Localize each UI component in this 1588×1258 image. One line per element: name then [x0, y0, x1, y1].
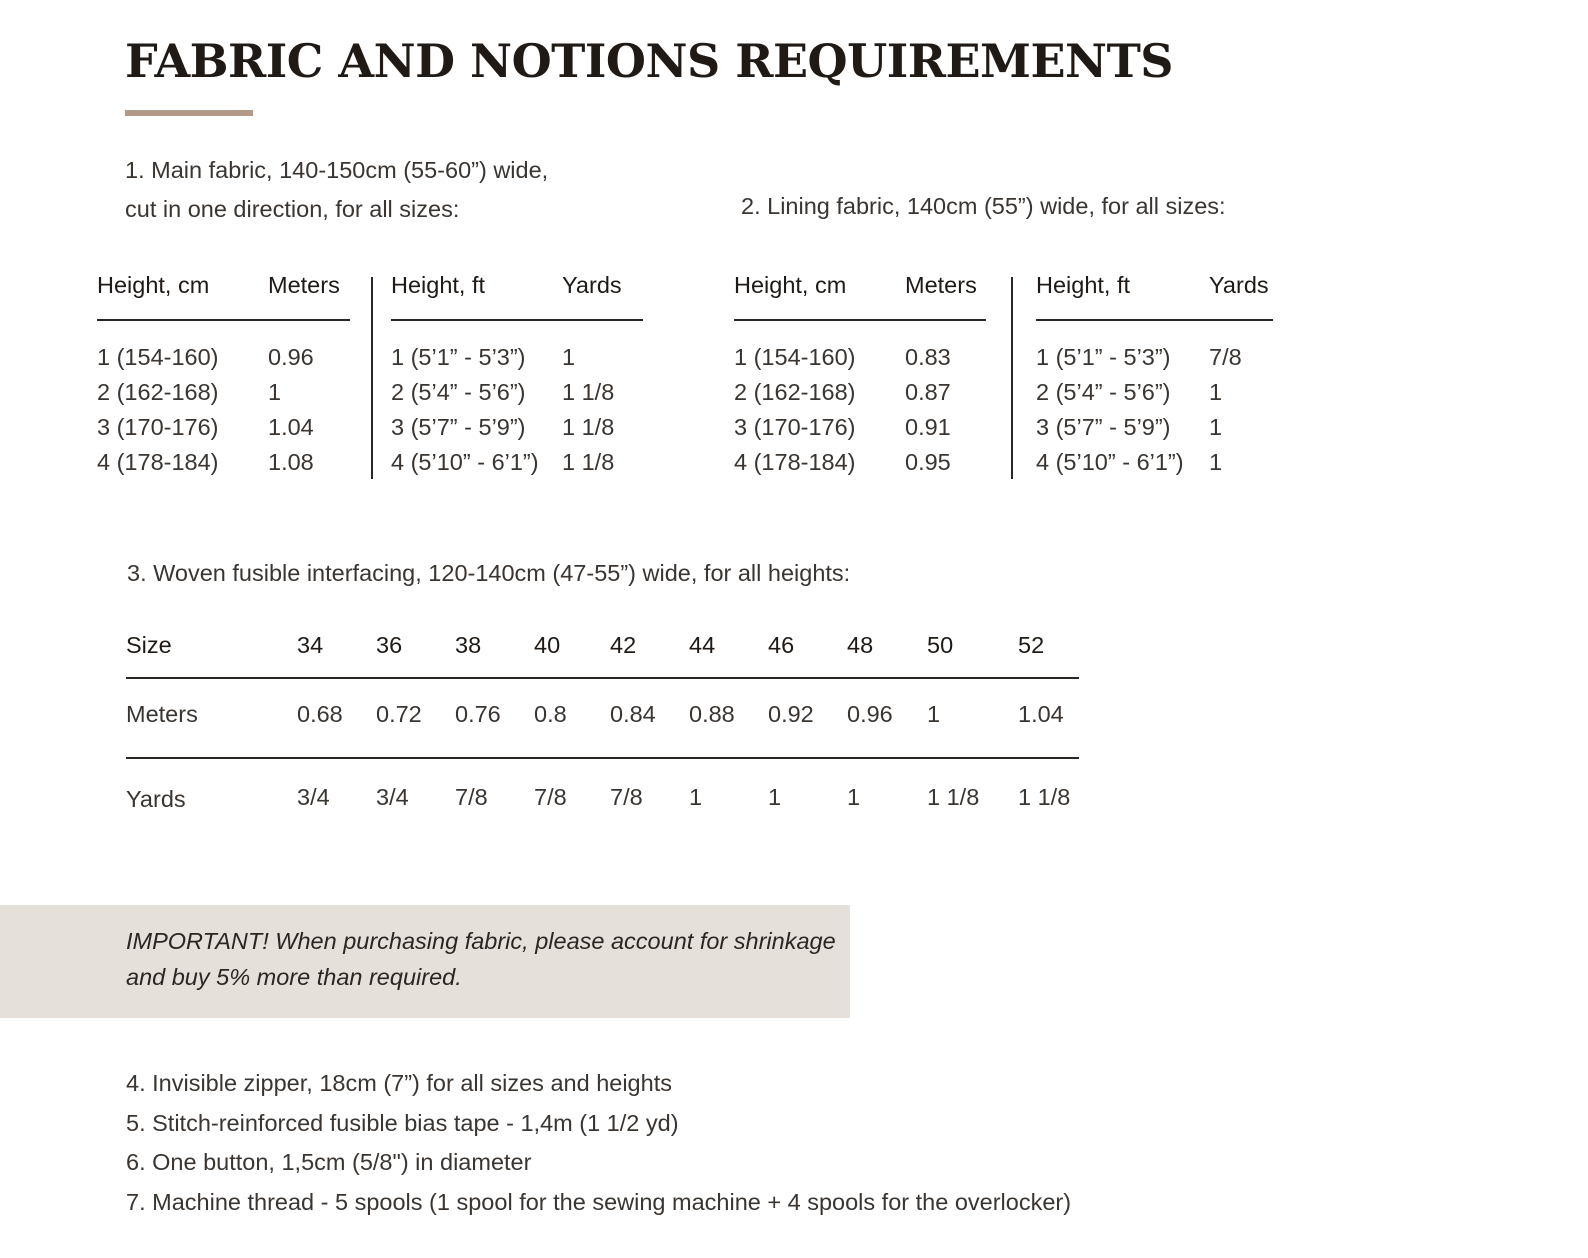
list-item: 5. Stitch-reinforced fusible bias tape - 1,4m (1 1/2 yd)	[126, 1109, 679, 1136]
table-cell: 1 (154-160)	[97, 344, 219, 370]
table-cell: 1 1/8	[1018, 784, 1071, 810]
header-underline	[391, 319, 643, 321]
table-cell: 7/8	[534, 784, 567, 810]
header-underline	[1036, 319, 1273, 321]
table-cell: 1 1/8	[562, 379, 615, 405]
list-item: 7. Machine thread - 5 spools (1 spool for the sewing machine + 4 spools for the overlocker)	[126, 1188, 1072, 1215]
list-item: 4. Invisible zipper, 18cm (7”) for all sizes and heights	[126, 1070, 672, 1096]
table-header: Height, cm	[97, 272, 210, 298]
table-cell: 2 (5’4” - 5’6”)	[391, 379, 526, 405]
important-note	[126, 923, 846, 995]
table-cell: 0.76	[455, 701, 501, 727]
table-cell: 1 (154-160)	[734, 344, 856, 370]
table-cell: 3/4	[376, 784, 409, 810]
row-label: Size	[126, 632, 172, 658]
table-cell: 7/8	[455, 784, 488, 810]
size-header: 34	[297, 632, 324, 658]
table-cell: 0.84	[610, 701, 656, 727]
table-cell: 1 1/8	[562, 414, 615, 440]
table-cell: 3 (5’7” - 5’9”)	[1036, 414, 1171, 440]
important-label: IMPORTANT!	[126, 928, 269, 954]
table-cell: 0.91	[905, 414, 951, 440]
header-underline	[734, 319, 986, 321]
table-cell: 2 (162-168)	[97, 379, 219, 405]
table-cell: 0.92	[768, 701, 814, 727]
table-cell: 1 (5’1” - 5’3”)	[391, 344, 526, 370]
size-header: 48	[847, 632, 874, 658]
size-header: 36	[376, 632, 403, 658]
table-header: Height, cm	[734, 272, 847, 298]
table-cell: 1	[268, 379, 282, 405]
table-cell: 0.72	[376, 701, 422, 727]
size-header: 44	[689, 632, 716, 658]
size-header: 38	[455, 632, 482, 658]
table-cell: 1.08	[268, 449, 314, 475]
table-rule	[126, 757, 1079, 759]
table-cell: 0.96	[268, 344, 314, 370]
table-cell: 3 (5’7” - 5’9”)	[391, 414, 526, 440]
table-cell: 0.95	[905, 449, 951, 475]
table-cell: 1	[768, 784, 782, 810]
table-cell: 1	[689, 784, 703, 810]
section1-intro	[125, 151, 548, 229]
table-header: Yards	[562, 272, 622, 298]
section2-intro: 2. Lining fabric, 140cm (55”) wide, for all sizes:	[741, 193, 1226, 219]
table-cell: 7/8	[610, 784, 643, 810]
important-text: When purchasing fabric, please account for shrinkage and buy 5% more than required.	[126, 928, 836, 990]
table-cell: 2 (5’4” - 5’6”)	[1036, 379, 1171, 405]
table-cell: 1	[562, 344, 576, 370]
table-cell: 1.04	[1018, 701, 1064, 727]
row-label: Yards	[126, 786, 186, 812]
table-cell: 1.04	[268, 414, 314, 440]
table-header: Height, ft	[391, 272, 486, 298]
table-header: Height, ft	[1036, 272, 1131, 298]
table-cell: 1	[847, 784, 861, 810]
table-cell: 0.87	[905, 379, 951, 405]
table-cell: 1	[1209, 379, 1223, 405]
column-divider	[371, 277, 373, 479]
notions-list	[126, 1064, 1071, 1222]
section1-intro-line2: cut in one direction, for all sizes:	[125, 196, 460, 222]
table-cell: 4 (5’10” - 6’1”)	[391, 449, 539, 475]
table-cell: 0.83	[905, 344, 951, 370]
table-cell: 3 (170-176)	[97, 414, 219, 440]
table-cell: 3/4	[297, 784, 330, 810]
table-cell: 3 (170-176)	[734, 414, 856, 440]
list-item: 6. One button, 1,5cm (5/8") in diameter	[126, 1149, 532, 1175]
size-header: 46	[768, 632, 795, 658]
size-header: 50	[927, 632, 954, 658]
table-cell: 1	[927, 701, 941, 727]
table-header: Meters	[905, 272, 977, 298]
table-cell: 0.8	[534, 701, 567, 727]
row-label: Meters	[126, 701, 198, 727]
table-header: Meters	[268, 272, 340, 298]
header-underline	[97, 319, 350, 321]
title-accent-rule	[125, 110, 253, 116]
table-cell: 4 (178-184)	[97, 449, 219, 475]
table-cell: 1 (5’1” - 5’3”)	[1036, 344, 1171, 370]
size-header: 52	[1018, 632, 1045, 658]
table-rule	[126, 677, 1079, 679]
section1-intro-line1: 1. Main fabric, 140-150cm (55-60”) wide,	[125, 157, 549, 183]
table-cell: 1 1/8	[562, 449, 615, 475]
page-title: FABRIC AND NOTIONS REQUIREMENTS	[125, 34, 1174, 88]
table-cell: 1	[1209, 449, 1223, 475]
table-cell: 1	[1209, 414, 1223, 440]
table-cell: 2 (162-168)	[734, 379, 856, 405]
table-cell: 0.88	[689, 701, 735, 727]
table-cell: 7/8	[1209, 344, 1242, 370]
size-header: 40	[534, 632, 561, 658]
column-divider	[1011, 277, 1013, 479]
section3-intro: 3. Woven fusible interfacing, 120-140cm (47-55”) wide, for all heights:	[127, 560, 851, 586]
table-cell: 4 (178-184)	[734, 449, 856, 475]
table-header: Yards	[1209, 272, 1269, 298]
size-header: 42	[610, 632, 637, 658]
table-cell: 0.68	[297, 701, 343, 727]
table-cell: 1 1/8	[927, 784, 980, 810]
table-cell: 4 (5’10” - 6’1”)	[1036, 449, 1184, 475]
table-cell: 0.96	[847, 701, 893, 727]
